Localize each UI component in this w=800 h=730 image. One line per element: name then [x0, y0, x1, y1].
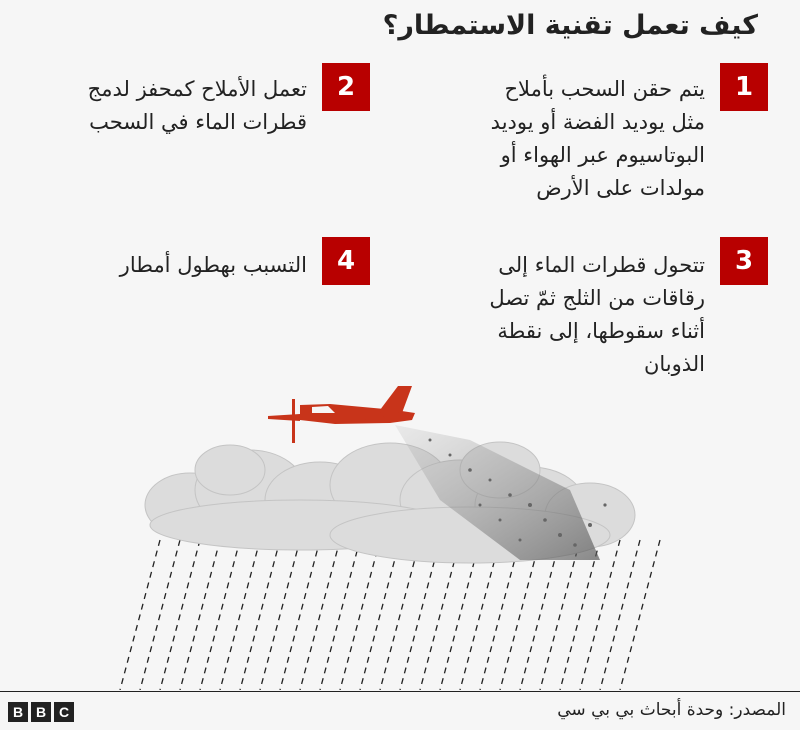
step-4-text: التسبب بهطول أمطار [119, 253, 307, 277]
bbc-logo: B B C [8, 702, 74, 722]
footer-divider [0, 691, 800, 692]
step-1-text: يتم حقن السحب بأملاح مثل يوديد الفضة أو يوديد البوتاسيوم عبر الهواء أو مولدات على الأرض [490, 77, 705, 200]
step-3-number-badge: 3 [720, 237, 768, 285]
step-4-number-badge: 4 [322, 237, 370, 285]
airplane-icon [268, 386, 415, 443]
rain-streaks [120, 540, 660, 690]
source-credit: المصدر: وحدة أبحاث بي بي سي [557, 700, 786, 720]
cloud-seeding-illustration [0, 370, 800, 690]
step-2-text: تعمل الأملاح كمحفز لدمج قطرات الماء في السحب [87, 77, 307, 134]
step-1-number-badge: 1 [720, 63, 768, 111]
step-3-text: تتحول قطرات الماء إلى رقاقات من الثلج ثمّ تصل أثناء سقوطها، إلى نقطة الذوبان [489, 253, 705, 376]
page-title: كيف تعمل تقنية الاستمطار؟ [382, 10, 758, 41]
step-2-number-badge: 2 [322, 63, 370, 111]
